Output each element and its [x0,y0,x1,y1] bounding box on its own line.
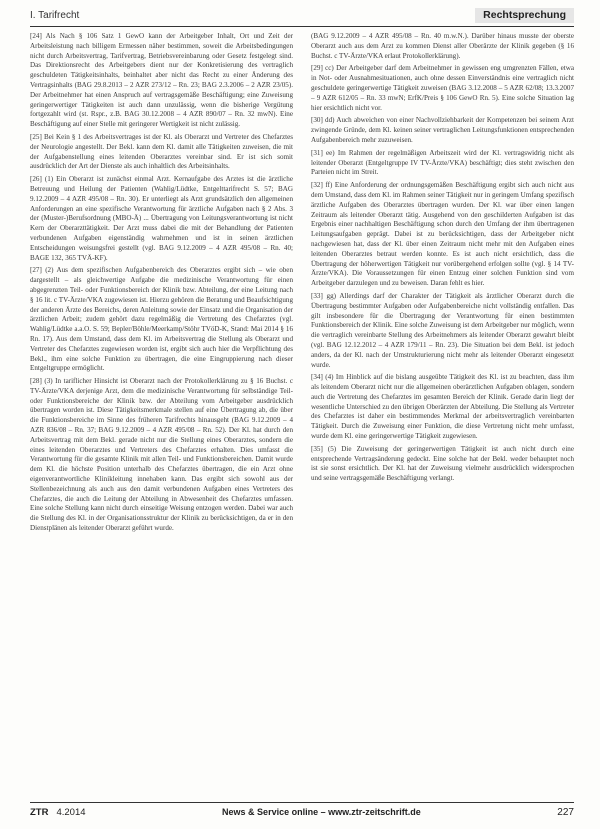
issue-number: 4.2014 [56,806,86,818]
paragraph: [26] (1) Ein Oberarzt ist zunächst einmal Arzt. Kernaufgabe des Arztes ist die ärztliche Betreuung und Heilung der Patienten (Wahlig/Lüdtke, Entgelttarifrecht S. 57; BAG 9.12.2009 – 4 AZR 495/08 – Rn. 30). Er unterliegt als Arzt grundsätzlich den allgemeinen Anforderungen an eine spezifische Verantwortung für ärztliche Aufgaben nach § 2 Abs. 3 der (Muster-)Berufsordnung (MBO-Ä) ... Übertragung von Leitungsverantwortung ist nicht Kern der Oberarzttätigkeit. Der Arzt muss dabei die mit der Behandlung der Patienten verbundenen Aufgaben eigenständig wahrnehmen und ist in seinen ärztlichen Entscheidungen weisungsfrei gestellt (vgl. BAG 9.12.2009 – 4 AZR 495/08 – Rn. 40; BAGE 132, 365 TVÄ-KF). [30,175,293,262]
page-footer [30,802,574,821]
journal-abbrev: ZTR [30,806,49,818]
rubric-label: Rechtsprechung [475,8,574,23]
paragraph: [33] gg) Allerdings darf der Charakter der Tätigkeit als ärztlicher Oberarzt durch die Übertragung bestimmter Aufgaben oder Aufgabenbereiche nicht vollständig entfallen. Das gilt insbesondere für die Übertragung der Verantwortung für einen bestimmten Funktionsbereich der Klinik. Eine solche Zuweisung ist dem Arbeitgeber nur möglich, wenn die vertraglich vereinbarte Stellung des Arbeitnehmers als leitender Oberarzt gewahrt bleibt (vgl. BAG 12.12.2012 – 4 AZR 179/11 – Rn. 23). Die Situation bei dem Bekl. ist jedoch anders, da der Kl. nach der Umstrukturierung nicht mehr als leitender Oberarzt eingesetzt wurde. [311,291,574,369]
paragraph: [34] (4) Im Hinblick auf die bislang ausgeübte Tätigkeit des Kl. ist zu beachten, dass ihm als leitendem Oberarzt nicht nur die allgemeinen oberärztlichen Aufgaben oblagen, sondern auch die Vertretung des Chefarztes im gesamten Bereich der Klinik. Gerade darin liegt der wesentliche Unterschied zu den übrigen Oberärzten der Abteilung. Die Stellung als Vertreter des Chefarztes ist daher ein bestimmendes Merkmal der arbeitsvertraglich vereinbarten Tätigkeit. Durch die Zuweisung einer Funktion, die diese Vertretung nicht mehr umfasst, wurde dem Kl. eine geringerwertige Tätigkeit zugewiesen. [311,373,574,441]
paragraph: [27] (2) Aus dem spezifischen Aufgabenbereich des Oberarztes ergibt sich – wie oben dargestellt – als gleichwertige Aufgabe die medizinische Verantwortung für einen abgegrenzten Teil- oder Funktionsbereich der Klinik bzw. Abteilung, der eine Leitung nach § 16 lit. c TV-Ärzte/VKA zugewiesen ist. Hierzu gehören die Beratung und Beaufsichtigung der anderen Ärzte des Bereichs, deren Anleitung sowie der Einsatz und die Organisation der ärztlichen Arbeit; zudem gehört dazu regelmäßig die Vertretung des Chefarztes (vgl. Wahlig/Lüdtke a.a.O. S. 59; Bepler/Böhle/Meerkamp/Stöhr TVöD-K, Stand: Mai 2014 § 16 Rn. 17). Aus dem Umstand, dass dem Kl. im Arbeitsvertrag die Stellung als Oberarzt und Vertreter des Chefarztes zugewiesen worden ist, ergibt sich auch hier die Verpflichtung des Bekl., ihm eine solche Funktion zu übertragen, die eine Eingruppierung nach dieser Entgeltgruppe ermöglicht. [30,266,293,373]
right-column [311,32,574,792]
paragraph: [25] Bei Kein § 1 des Arbeitsvertrages ist der Kl. als Oberarzt und Vertreter des Chefarztes der Neurologie angestellt. Der Bekl. kann dem Kl. damit alle Tätigkeiten zuweisen, die mit der Aufgabenstellung eines leitenden Oberarztes vereinbar sind. Er ist sich somit ausdrücklich der Art der Dienste als auch inhaltlich des Arbeitsinhalts. [30,132,293,171]
footer-tagline: News & Service online – www.ztr-zeitschrift.de [222,807,421,817]
paragraph: [31] ee) Im Rahmen der regelmäßigen Arbeitszeit wird der Kl. vertragswidrig nicht als leitender Oberarzt (Entgeltgruppe IV TV-Ärzte/VKA) beschäftigt; dies steht zwischen den Parteien nicht im Streit. [311,148,574,177]
left-column [30,32,293,792]
paragraph: [32] ff) Eine Anforderung der ordnungsgemäßen Beschäftigung ergibt sich auch nicht aus dem Umstand, dass dem Kl. im Rahmen seiner Tätigkeit nur in geringem Umfang spezifisch ärztliche Aufgaben des Oberarztes übertragen wurden. Der Kl. war über einen langen Zeitraum als leitender Oberarzt tätig. Ausgehend von den geschilderten Aufgaben ist das Ergebnis einer nachhaltigen Beschäftigung schon durch den Umfang der ihm übertragenen Leitungsaufgaben geprägt. Dabei ist zu berücksichtigen, dass der Arbeitgeber nicht nachgewiesen hat, dass der Kl. über einen Zeitraum nicht mehr mit den Aufgaben eines leitenden Oberarztes betraut werden konnte. Es ist auch nicht ersichtlich, dass die Übertragung der höherwertigen Tätigkeit nur vorübergehend erfolgen sollte (vgl. § 14 TV-Ärzte/VKA). Die Voraussetzungen für einen Entzug einer solchen Funktion sind vom Arbeitgeber darzulegen und zu beweisen. Daran fehlt es hier. [311,181,574,288]
paragraph: [30] dd) Auch abweichen von einer Nachvollziehbarkeit der Kompetenzen bei seinem Arzt zwingende Gründe, dem Kl. keinen seiner vertraglichen Leitungsfunktionen entsprechenden Aufgabenbereich mehr zuzuweisen. [311,116,574,144]
page-header [30,4,574,27]
paragraph: [24] Als Nach § 106 Satz 1 GewO kann der Arbeitgeber Inhalt, Ort und Zeit der Arbeitsleistung nach billigem Ermessen näher bestimmen, soweit die Arbeitsbedingungen nicht durch Arbeitsvertrag, Tarifvertrag, Betriebsvereinbarung oder Gesetz festgelegt sind. Das Direktionsrecht des Arbeitgebers dient nur der Konkretisierung des vertraglich geschuldeten Tätigkeitsinhalts, beinhaltet aber nicht das Recht zu einer Änderung des Vertragsinhalts (BAG 29.8.2013 – 2 AZR 273/12 – Rn. 23; BAG 2.3.2006 – 2 AZR 23/05). Der Arbeitnehmer hat einen Anspruch auf vertragsgemäße Beschäftigung; eine Zuweisung geringerwertiger Tätigkeiten ist auch dann unzulässig, wenn die bisherige Vergütung fortgezahlt wird (st. Rspr., z.B. BAG 30.12.2008 – 4 AZR 890/07 – Rn. 32 mwN). Eine Beschäftigung auf einer Stelle mit geringerer Wertigkeit ist nicht zulässig. [30,32,293,129]
paragraph: (BAG 9.12.2009 – 4 AZR 495/08 – Rn. 40 m.w.N.). Darüber hinaus musste der oberste Oberarzt auch aus dem Arzt zu kommen Dienst aller Oberärzte der Klinik gegeben (§ 16 Buchst. c TV-Ärzte/VKA erlaut Protokollerklärung). [311,32,574,60]
section-title: I. Tarifrecht [30,9,80,21]
paragraph: [35] (5) Die Zuweisung der geringerwertigen Tätigkeit ist auch nicht durch eine entsprechende Vertragsänderung gedeckt. Eine solche hat der Bekl. weder behauptet noch ist sie sonst ersichtlich. Der Kl. hat der Zuweisung vielmehr ausdrücklich widersprochen und seine vertragsgemäße Beschäftigung verlangt. [311,444,574,483]
journal-name [30,807,86,818]
article-body [30,32,574,792]
paragraph: [28] (3) In tariflicher Hinsicht ist Oberarzt nach der Protokollerklärung zu § 16 Buchst. c TV-Ärzte/VKA derjenige Arzt, dem die medizinische Verantwortung für selbständige Teil- oder Funktionsbereiche der Klinik bzw. der Abteilung vom Arbeitgeber ausdrücklich übertragen worden ist. Diese Tätigkeitsmerkmale stellen auf eine Übertragung ab, die über die Funktionsbereiche im Sinne des früheren Tarifrechts hinausgeht (BAG 9.12.2009 – 4 AZR 836/08 – Rn. 37; BAG 9.12.2009 – 4 AZR 495/08 – Rn. 52). Der Kl. hat durch den Arbeitsvertrag mit dem Bekl. gerade nicht nur die Stellung eines Oberarztes, sondern die eines leitenden Oberarztes und Vertreters des Chefarztes erhalten. Dies umfasst die Verantwortung für die gesamte Klinik mit allen Teil- und Funktionsbereichen. Damit wurde dem Kl. die höchste Position unterhalb des Chefarztes übertragen, die ein Arzt ohne eigenverantwortliche Klinikleitung innehaben kann. Das ergibt sich sowohl aus der Stellenbezeichnung als auch aus den damit verbundenen Aufgaben eines Vertreters des Chefarztes, die auch die Leitung der Abteilung in Abwesenheit des Chefarztes umfassen. Eine solche Stellung kann nicht durch einseitige Weisung entzogen werden. Dabei war auch die Stellung des Kl. in der Organisationsstruktur der Klinik zu berücksichtigen, da er in den Dienstplänen als leitender Oberarzt geführt wurde. [30,377,293,533]
page-number: 227 [557,806,574,818]
paragraph: [29] cc) Der Arbeitgeber darf dem Arbeitnehmer in gewissen eng umgrenzten Fällen, etwa in Not- oder Ausnahmesituationen, auch ohne dessen Einverständnis eine vertraglich nicht geschuldete geringerwertige Tätigkeit zuweisen (BAG 3.12.2008 – 5 AZR 62/08; 13.3.2007 – 9 AZR 612/05 – Rn. 33 mwN; ErfK/Preis § 106 GewO Rn. 5). Eine solche Situation lag hier ersichtlich nicht vor. [311,64,574,112]
